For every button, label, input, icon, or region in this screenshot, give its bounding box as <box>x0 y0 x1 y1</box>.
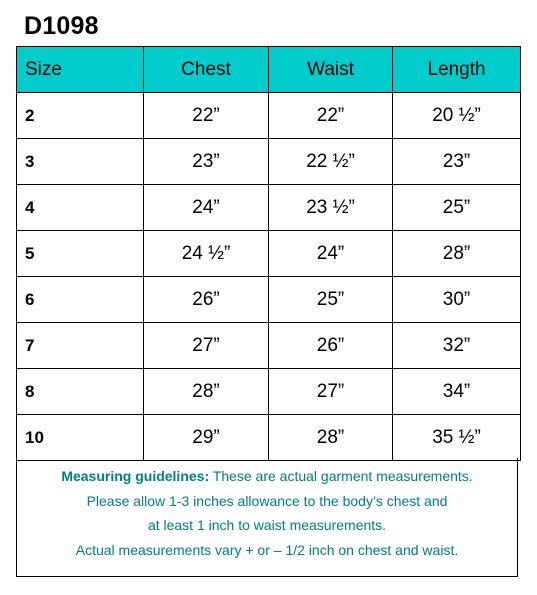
table-row <box>17 231 521 277</box>
cell-chest: 24 ½” <box>144 231 269 277</box>
size-chart-table <box>16 46 521 461</box>
header-chest: Chest <box>144 47 269 93</box>
table-row <box>17 93 521 139</box>
cell-length: 30” <box>393 277 521 323</box>
cell-waist: 25” <box>269 277 393 323</box>
guidelines-line-2: Please allow 1-3 inches allowance to the body’s chest and <box>86 492 448 509</box>
guidelines-label: Measuring guidelines: <box>61 468 210 484</box>
table-row <box>17 369 521 415</box>
cell-size: 4 <box>17 185 144 231</box>
cell-size: 2 <box>17 93 144 139</box>
cell-waist: 26” <box>269 323 393 369</box>
product-code-title: D1098 <box>24 12 99 40</box>
header-waist: Waist <box>269 47 393 93</box>
cell-size: 7 <box>17 323 144 369</box>
cell-chest: 28” <box>144 369 269 415</box>
cell-length: 32” <box>393 323 521 369</box>
cell-size: 10 <box>17 415 144 461</box>
cell-waist: 22 ½” <box>269 139 393 185</box>
cell-waist: 27” <box>269 369 393 415</box>
cell-waist: 23 ½” <box>269 185 393 231</box>
table-row <box>17 277 521 323</box>
table-header-row <box>17 47 521 93</box>
cell-waist: 22” <box>269 93 393 139</box>
guidelines-line-4: Actual measurements vary + or – 1/2 inch on chest and waist. <box>75 541 459 558</box>
cell-length: 28” <box>393 231 521 277</box>
measuring-guidelines <box>16 458 518 577</box>
table-row <box>17 415 521 461</box>
table-row <box>17 323 521 369</box>
table-row <box>17 139 521 185</box>
cell-chest: 26” <box>144 277 269 323</box>
cell-size: 5 <box>17 231 144 277</box>
cell-waist: 24” <box>269 231 393 277</box>
cell-length: 20 ½” <box>393 93 521 139</box>
cell-length: 34” <box>393 369 521 415</box>
cell-size: 3 <box>17 139 144 185</box>
cell-chest: 22” <box>144 93 269 139</box>
cell-length: 35 ½” <box>393 415 521 461</box>
cell-size: 8 <box>17 369 144 415</box>
guidelines-text-1: These are actual garment measurements. <box>209 468 473 484</box>
header-size: Size <box>17 47 144 93</box>
cell-length: 23” <box>393 139 521 185</box>
table-row <box>17 185 521 231</box>
cell-chest: 29” <box>144 415 269 461</box>
cell-size: 6 <box>17 277 144 323</box>
cell-chest: 27” <box>144 323 269 369</box>
cell-chest: 23” <box>144 139 269 185</box>
guidelines-line-1 <box>17 464 517 489</box>
cell-waist: 28” <box>269 415 393 461</box>
header-length: Length <box>393 47 521 93</box>
cell-chest: 24” <box>144 185 269 231</box>
guidelines-line-3: at least 1 inch to waist measurements. <box>147 517 387 533</box>
cell-length: 25” <box>393 185 521 231</box>
